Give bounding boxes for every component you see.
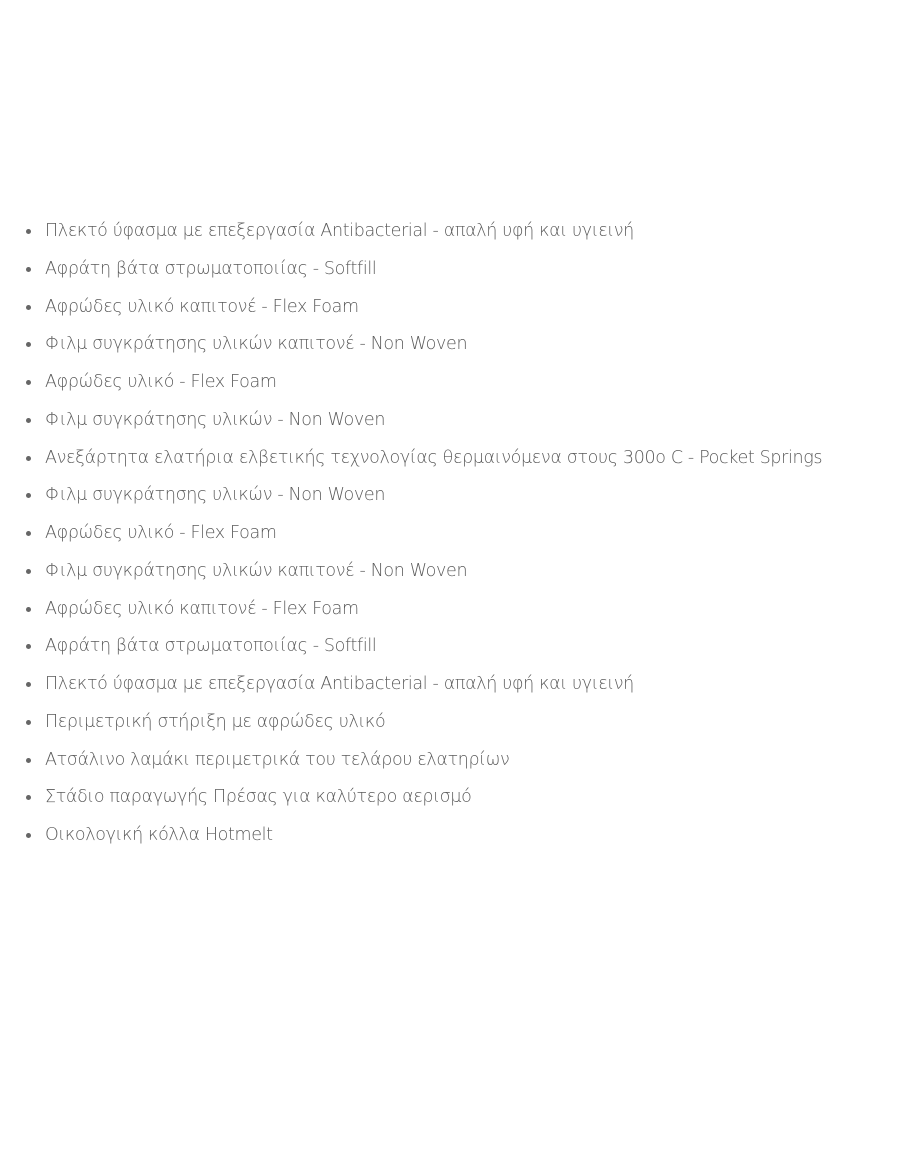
features-list <box>0 213 900 855</box>
bullet-icon <box>26 380 31 385</box>
list-item-text: Ατσάλινο λαμάκι περιμετρικά του τελάρου ελατηρίων <box>45 749 510 770</box>
list-item-text: Ανεξάρτητα ελατήρια ελβετικής τεχνολογίας θερμαινόμενα στους 300ο C - Pocket Springs <box>45 447 823 468</box>
list-item-text: Αφράτη βάτα στρωματοποιίας - Softfill <box>45 258 377 279</box>
bullet-icon <box>26 456 31 461</box>
list-item-text: Αφρώδες υλικό - Flex Foam <box>45 372 277 392</box>
list-item <box>0 213 900 251</box>
bullet-icon <box>26 493 31 498</box>
list-item <box>0 326 900 364</box>
list-item <box>0 477 900 515</box>
list-item <box>0 402 900 440</box>
list-item-text: Φιλμ συγκράτησης υλικών - Non Woven <box>45 485 386 506</box>
list-item <box>0 289 900 327</box>
bullet-icon <box>26 644 31 649</box>
bullet-icon <box>26 758 31 763</box>
list-item-text: Πλεκτό ύφασμα με επεξεργασία Antibacterial - απαλή υφή και υγιεινή <box>45 674 634 694</box>
bullet-icon <box>26 418 31 423</box>
list-item-text: Οικολογική κόλλα Hotmelt <box>45 825 273 845</box>
list-item-text: Αφρώδες υλικό καπιτονέ - Flex Foam <box>45 296 359 317</box>
list-item-text: Στάδιο παραγωγής Πρέσας για καλύτερο αερισμό <box>45 787 472 808</box>
list-item-text: Φιλμ συγκράτησης υλικών καπιτονέ - Non Woven <box>45 560 468 581</box>
list-item-text: Φιλμ συγκράτησης υλικών - Non Woven <box>45 409 386 430</box>
list-item-text: Φιλμ συγκράτησης υλικών καπιτονέ - Non Woven <box>45 334 468 355</box>
list-item-text: Περιμετρική στήριξη με αφρώδες υλικό <box>45 711 386 732</box>
bullet-icon <box>26 833 31 838</box>
list-item <box>0 364 900 402</box>
bullet-icon <box>26 229 31 234</box>
bullet-icon <box>26 569 31 574</box>
list-item-text: Πλεκτό ύφασμα με επεξεργασία Antibacterial - απαλή υφή και υγιεινή <box>45 221 634 241</box>
list-item <box>0 515 900 553</box>
bullet-icon <box>26 342 31 347</box>
list-item <box>0 628 900 666</box>
list-item <box>0 553 900 591</box>
list-item <box>0 666 900 704</box>
list-item-text: Αφρώδες υλικό - Flex Foam <box>45 523 277 543</box>
bullet-icon <box>26 305 31 310</box>
bullet-icon <box>26 720 31 725</box>
list-item <box>0 817 900 855</box>
list-item <box>0 251 900 289</box>
bullet-icon <box>26 267 31 272</box>
list-item-text: Αφράτη βάτα στρωματοποιίας - Softfill <box>45 636 377 657</box>
list-item <box>0 704 900 742</box>
list-item <box>0 779 900 817</box>
bullet-icon <box>26 682 31 687</box>
bullet-icon <box>26 795 31 800</box>
bullet-icon <box>26 531 31 536</box>
list-item <box>0 440 900 478</box>
list-item-text: Αφρώδες υλικό καπιτονέ - Flex Foam <box>45 598 359 619</box>
list-item <box>0 742 900 780</box>
bullet-icon <box>26 607 31 612</box>
list-item <box>0 591 900 629</box>
